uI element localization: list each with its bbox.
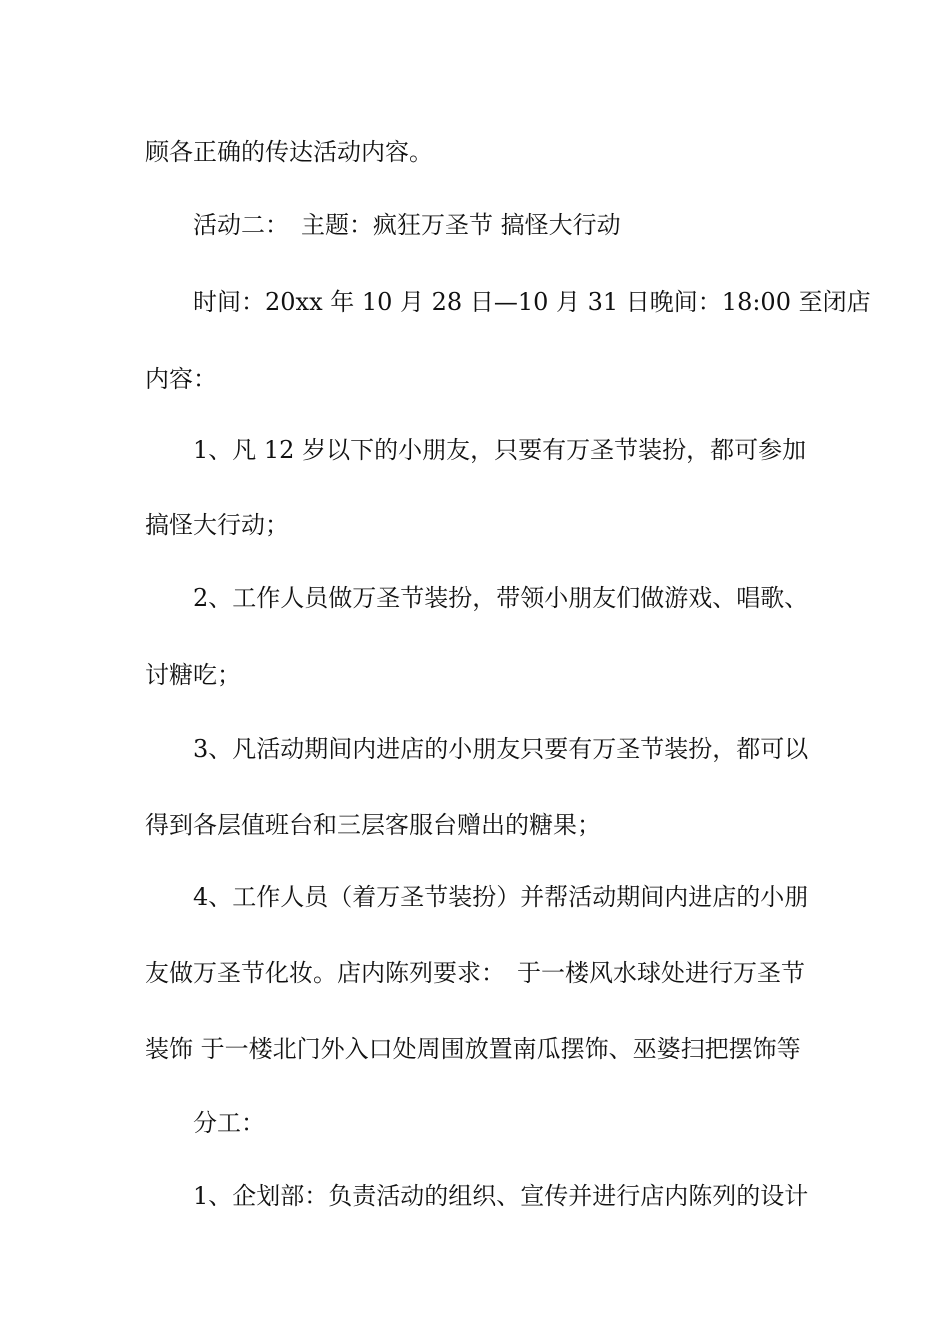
list-item-continuation: 装饰 于一楼北门外入口处周围放置南瓜摆饰、巫婆扫把摆饰等	[145, 1035, 801, 1063]
list-item-line: 2、工作人员做万圣节装扮，带领小朋友们做游戏、唱歌、	[193, 584, 809, 612]
list-item-continuation: 得到各层值班台和三层客服台赠出的糖果；	[145, 811, 601, 839]
activity-time-line: 时间：20xx 年 10 月 28 日—10 月 31 日晚间：18:00 至闭店	[193, 288, 871, 316]
list-item-continuation: 友做万圣节化妆。店内陈列要求： 于一楼风水球处进行万圣节	[145, 959, 805, 987]
division-item-line: 1、企划部：负责活动的组织、宣传并进行店内陈列的设计	[193, 1182, 809, 1210]
list-item-continuation: 讨糖吃；	[145, 661, 241, 689]
division-heading: 分工：	[193, 1109, 265, 1137]
paragraph-line: 顾各正确的传达活动内容。	[145, 138, 433, 166]
content-heading: 内容：	[145, 365, 217, 393]
activity-title-line: 活动二： 主题：疯狂万圣节 搞怪大行动	[193, 211, 621, 239]
list-item-line: 1、凡 12 岁以下的小朋友，只要有万圣节装扮，都可参加	[193, 436, 807, 464]
list-item-continuation: 搞怪大行动；	[145, 511, 289, 539]
list-item-line: 4、工作人员（着万圣节装扮）并帮活动期间内进店的小朋	[193, 883, 809, 911]
list-item-line: 3、凡活动期间内进店的小朋友只要有万圣节装扮，都可以	[193, 735, 809, 763]
